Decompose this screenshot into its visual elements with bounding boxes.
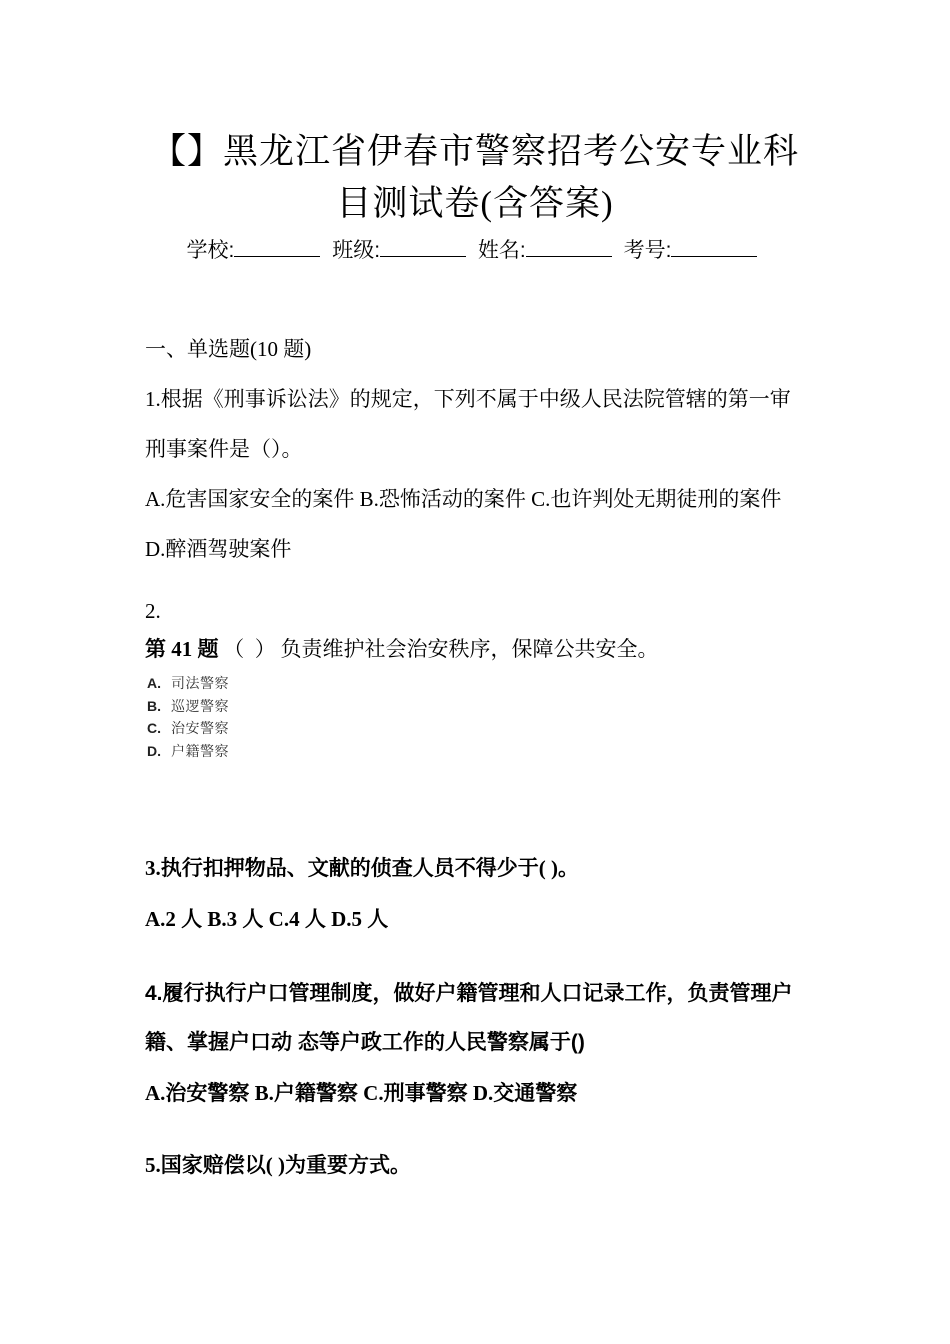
q2-number: 2.: [145, 599, 161, 623]
q2-option-c: C. 治安警察: [147, 720, 229, 737]
student-info-row: [0, 236, 950, 266]
section-heading: 一、单选题(10 题): [145, 337, 312, 361]
q5-stem: 5.国家赔偿以( )为重要方式。: [145, 1153, 411, 1177]
q2-option-a: A. 司法警察: [147, 675, 229, 692]
q1-stem-line1: 1.根据《刑事诉讼法》的规定，下列不属于中级人民法院管辖的第一审: [145, 387, 791, 411]
document-title-line1: 【】黑龙江省伊春市警察招考公安专业科: [150, 132, 799, 171]
q1-options-line1: A.危害国家安全的案件 B.恐怖活动的案件 C.也许判处无期徒刑的案件: [145, 487, 782, 511]
q2-stem-text: 负责维护社会治安秩序，保障公共安全。: [280, 637, 659, 661]
q2-option-d: D. 户籍警察: [147, 742, 229, 760]
q1-options-line2: D.醉酒驾驶案件: [145, 537, 292, 561]
name-blank: [526, 236, 612, 257]
q4-stem-line2: 籍、掌握户口动 态等户政工作的人民警察属于(): [145, 1031, 585, 1054]
q4-stem-line1: 4.履行执行户口管理制度，做好户籍管理和人口记录工作，负责管理户: [145, 982, 793, 1005]
q1-stem-line2: 刑事案件是（）。: [145, 437, 303, 461]
class-label: 班级:: [332, 239, 381, 262]
exam-number-label: 考号:: [623, 239, 672, 262]
school-blank: [234, 236, 320, 257]
q3-stem: 3.执行扣押物品、文献的侦查人员不得少于( )。: [145, 856, 579, 880]
q4-options: A.治安警察 B.户籍警察 C.刑事警察 D.交通警察: [145, 1081, 578, 1105]
q2-options: [147, 673, 229, 763]
q2-stem: [145, 634, 815, 664]
document-title-line2: 目测试卷(含答案): [336, 184, 614, 223]
class-blank: [380, 236, 466, 257]
q2-option-b: B. 巡逻警察: [147, 697, 229, 715]
q3-options: A.2 人 B.3 人 C.4 人 D.5 人: [145, 907, 389, 931]
name-label: 姓名:: [477, 239, 526, 262]
q2-title-label: 第 41 题: [145, 637, 219, 661]
school-label: 学校:: [186, 239, 235, 262]
q2-blank-parentheses: （ ）: [223, 637, 276, 661]
exam-number-blank: [671, 236, 757, 257]
